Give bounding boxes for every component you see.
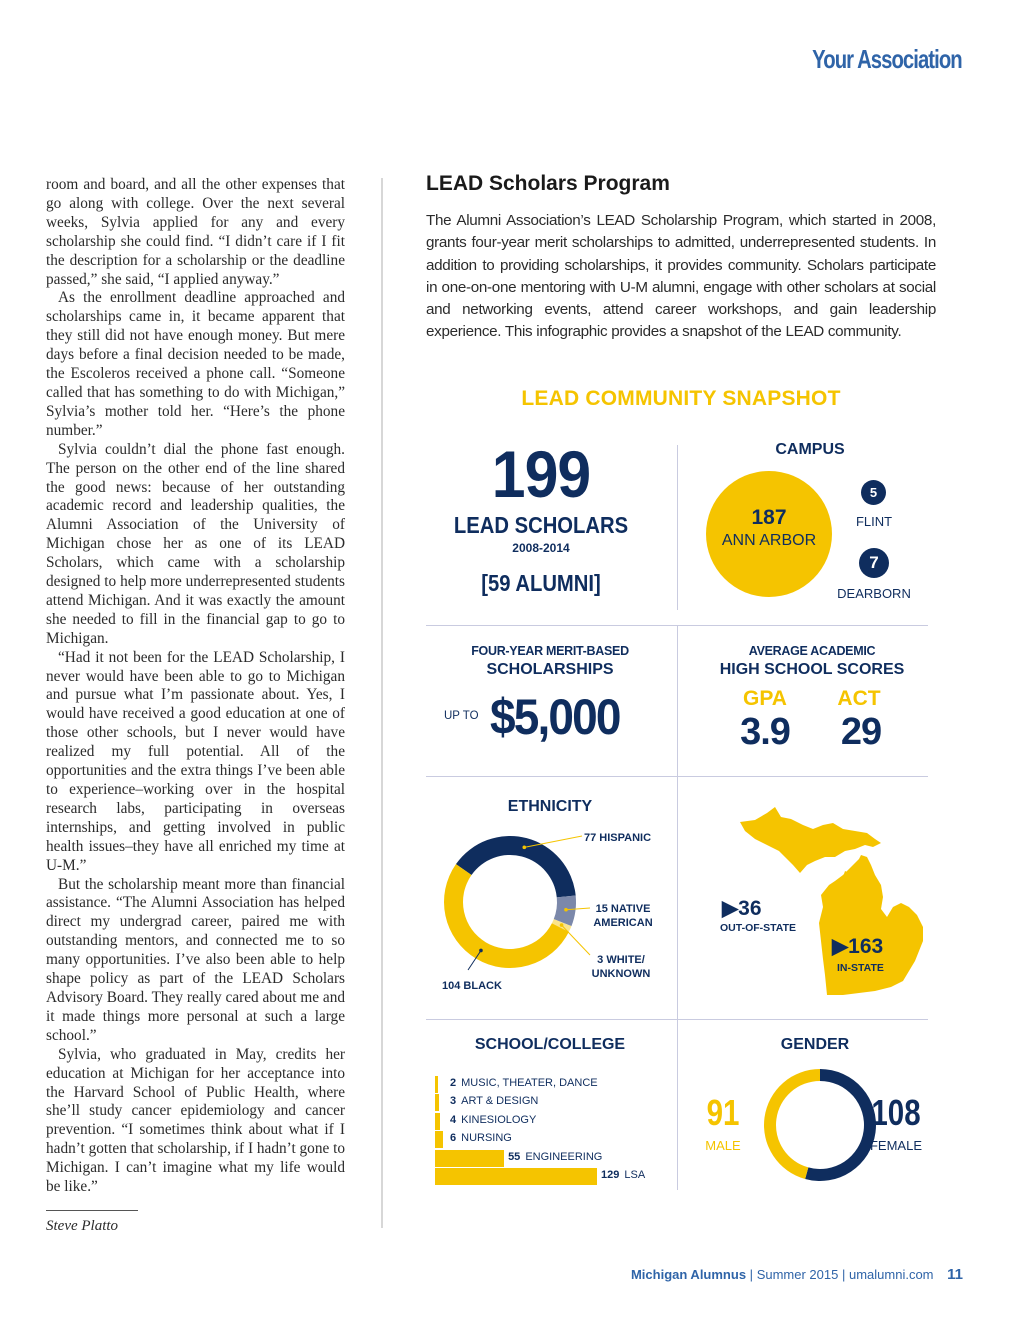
play-arrow-icon: ▶: [722, 897, 739, 920]
school-bar-category: MUSIC, THEATER, DANCE: [461, 1077, 598, 1089]
out-of-state-count: 36: [738, 897, 762, 920]
article-title: LEAD Scholars Program: [426, 172, 670, 195]
out-of-state-stat: [722, 896, 762, 921]
infographic-title: LEAD COMMUNITY SNAPSHOT: [521, 387, 841, 410]
school-bar-label: [601, 1169, 645, 1181]
school-bar-label: [450, 1095, 538, 1107]
school-bar-value: 2: [450, 1077, 457, 1089]
ethnicity-label-native-american: 15 NATIVE AMERICAN: [593, 903, 653, 929]
scores-subtitle: AVERAGE ACADEMIC: [748, 644, 876, 658]
footer-separator: |: [841, 1267, 846, 1282]
footer-separator: |: [749, 1267, 754, 1282]
flint-label: FLINT: [855, 514, 893, 529]
ann-arbor-label: ANN ARBOR: [721, 532, 817, 549]
school-bar-engineering: [435, 1150, 504, 1167]
body-paragraph: As the enrollment deadline approached and scholarships came in, it became apparent that they still did not have enough money. But mere days before a final decision needed to be made, the Escoleros received a phone call. “Someone called that has something to do with Michigan,” Sylvia’s mother told her. “Here’s the phone number.”: [46, 289, 345, 439]
alumni-count: [59 ALUMNI]: [481, 570, 601, 596]
dearborn-count-badge: 7: [859, 548, 889, 578]
school-bar-category: ART & DESIGN: [461, 1095, 539, 1108]
body-paragraph: “Had it not been for the LEAD Scholarship, I never would have been able to go to Michigan and pursue what I’m passionate about. Yes, I would have received a good education at one of those other schools, but I never would have realized my full potential. All of the opportunities and the extra things I’ve been able to experience–working over in the hospital research labs, participating in overseas internships, and getting involved in public health issues–they have all enriched my time at U-M.”: [46, 648, 345, 874]
ethnicity-label-white-unknown: 3 WHITE/ UNKNOWN: [591, 954, 651, 980]
school-college-title: SCHOOL/COLLEGE: [474, 1036, 626, 1053]
body-paragraph: Sylvia couldn’t dial the phone fast enough. The person on the other end of the line shared the good news: because of her outstanding academic record and leadership qualities, the Alumni Association of the University of Michigan chose her as one of its LEAD Scholars, which came with a scholarship designed to help more underrepresented students attend Michigan. And it was exactly the amount she needed to fill in the financial gap to go to Michigan.: [46, 440, 345, 647]
scholarship-subtitle: FOUR-YEAR MERIT-BASED: [471, 644, 629, 658]
school-bar-music-theater-dance: [435, 1076, 438, 1093]
gender-slice-male: [764, 1069, 820, 1179]
grid-divider-vertical: [677, 445, 678, 610]
ethnicity-label-black: 104 BLACK: [442, 980, 502, 992]
school-bar-nursing: [435, 1131, 443, 1148]
school-bar-label: [450, 1114, 536, 1126]
michigan-lower-peninsula: [819, 855, 923, 995]
issue-date: Summer 2015: [756, 1267, 839, 1282]
scholarship-prefix: UP TO: [444, 710, 479, 722]
ethnicity-slice-black: [444, 864, 569, 968]
scholarship-amount: $5,000: [490, 689, 620, 745]
ethnicity-label-hispanic: 77 HISPANIC: [584, 832, 652, 844]
ethnicity-leader-dot: [560, 923, 564, 927]
article-intro: The Alumni Association’s LEAD Scholarship Program, which started in 2008, grants four-year merit scholarships to admitted, underrepresented students. In addition to providing scholarships, it provides community. Scholars participate in one-on-one mentoring with U-M alumni, engage with other scholars at social and networking events, attend career workshops, and gain leadership experience. This infographic provides a snapshot of the LEAD community.: [426, 212, 936, 341]
school-bar-category: ENGINEERING: [525, 1150, 603, 1163]
school-bar-category: KINESIOLOGY: [461, 1113, 537, 1126]
grid-divider-vertical: [677, 626, 678, 776]
ethnicity-title: ETHNICITY: [507, 798, 593, 815]
ethnicity-leader-dot: [479, 949, 483, 953]
dearborn-label: DEARBORN: [837, 586, 911, 601]
byline-divider: [46, 1210, 138, 1211]
scholar-count-label: LEAD SCHOLARS: [453, 512, 629, 538]
school-bar-label: [450, 1132, 512, 1144]
female-label: FEMALE: [869, 1138, 922, 1153]
school-bar-category: LSA: [624, 1169, 646, 1181]
school-bar-value: 55: [508, 1150, 521, 1163]
gender-slice-female: [805, 1069, 876, 1181]
school-bar-label: [508, 1151, 602, 1163]
school-bar-lsa: [435, 1168, 597, 1185]
school-bar-kinesiology: [435, 1113, 440, 1130]
school-bar-value: 6: [450, 1132, 457, 1145]
campus-title: CAMPUS: [775, 441, 845, 458]
school-bar-value: 4: [450, 1113, 457, 1126]
gpa-label: GPA: [743, 687, 787, 710]
flint-count-badge: 5: [861, 480, 886, 505]
in-state-count: 163: [848, 935, 884, 958]
page-number: 11: [947, 1266, 963, 1283]
scores-title: HIGH SCHOOL SCORES: [719, 661, 905, 678]
male-count: 91: [706, 1092, 740, 1133]
scholarship-title: SCHOLARSHIPS: [486, 661, 614, 678]
school-bar-value: 3: [450, 1095, 457, 1108]
ethnicity-leader-dot: [564, 908, 568, 912]
column-divider: [381, 178, 383, 1228]
scholar-years: 2008-2014: [512, 541, 570, 555]
act-value: 29: [840, 711, 882, 753]
gender-donut-chart: [760, 1065, 880, 1185]
body-paragraph: room and board, and all the other expenses that go along with college. Over the next several weeks, Sylvia applied for any and every scholarship she could find. “I didn’t care if I fit the description for a scholarship or the deadline passed,” she said, “I applied anyway.”: [46, 176, 345, 288]
publication-name: Michigan Alumnus: [630, 1267, 747, 1282]
school-bar-art-design: [435, 1094, 439, 1111]
page-footer: [631, 1266, 963, 1283]
act-label: ACT: [837, 687, 881, 710]
article-body-column: [46, 176, 345, 1236]
school-bar-value: 129: [601, 1169, 620, 1181]
out-of-state-label: OUT-OF-STATE: [720, 922, 797, 934]
body-paragraph: Sylvia, who graduated in May, credits her education at Michigan for her acceptance into the Harvard School of Public Health, where she’ll study cancer epidemiology and cancer prevention. “I sometimes think about what if I hadn’t gotten that scholarship, if I hadn’t gone to Michigan. I can’t imagine what my life would be like.”: [46, 1045, 345, 1196]
school-college-bar-chart: [435, 1076, 685, 1188]
scholar-count: 199: [491, 437, 591, 511]
play-arrow-icon: ▶: [832, 935, 849, 958]
gpa-value: 3.9: [740, 711, 790, 753]
website: umalumni.com: [848, 1267, 934, 1282]
sidebar-article: [426, 172, 936, 344]
school-bar-category: NURSING: [461, 1132, 512, 1145]
in-state-label: IN-STATE: [837, 962, 884, 974]
school-bar-label: [450, 1077, 598, 1089]
byline: Steve Platto: [46, 1217, 119, 1234]
ethnicity-leader-dot: [522, 846, 526, 850]
gender-title: GENDER: [780, 1036, 850, 1053]
male-label: MALE: [705, 1138, 741, 1153]
ethnicity-slice-hispanic: [456, 836, 576, 897]
ann-arbor-count: 187: [751, 506, 787, 529]
section-header: Your Association: [812, 44, 962, 74]
body-paragraph: But the scholarship meant more than financial assistance. “The Alumni Association has helped direct my undergrad career, paired me with outstanding mentors, and connected me to so many opportunities. I’ve also been able to help shape policy as part of the LEAD Scholars Advisory Board. They really cared about me and it made things more personal at such a large school.”: [46, 875, 345, 1044]
female-count: 108: [871, 1092, 921, 1133]
in-state-stat: [832, 934, 883, 959]
